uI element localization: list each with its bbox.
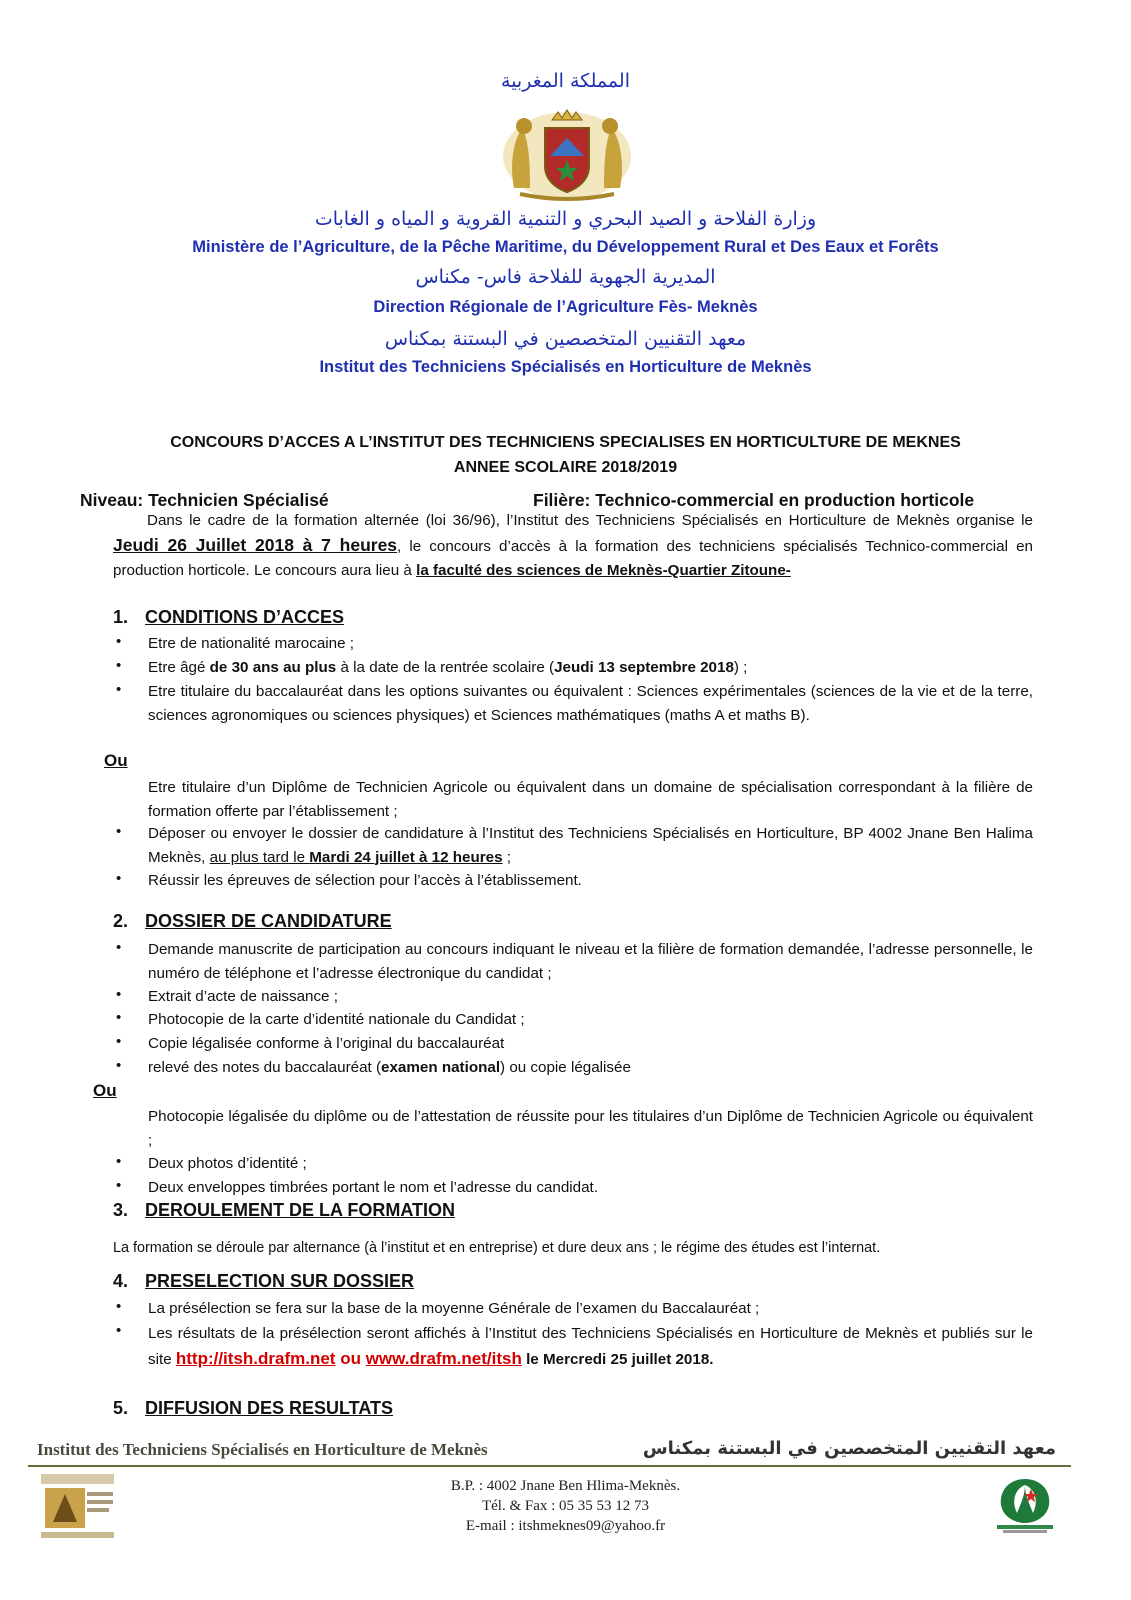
dossier-item: Copie légalisée conforme à l’original du baccalauréat [148,1035,505,1052]
plan-maroc-vert-logo-icon [985,1473,1065,1535]
concours-title: CONCOURS D’ACCES A L’INSTITUT DES TECHNICIENS SPECIALISES EN HORTICULTURE DE MEKNES [170,434,961,451]
dossier-item: Photocopie de la carte d’identité nationale du Candidat ; [148,1011,525,1028]
section-4-heading: 4. PRESELECTION SUR DOSSIER [113,1271,415,1291]
section-3-heading: 3. DEROULEMENT DE LA FORMATION [113,1200,455,1220]
bullet: • [116,1153,122,1170]
bullet: • [116,1009,122,1026]
condition-item: Réussir les épreuves de sélection pour l’accès à l’établissement. [148,872,582,889]
dossier-item: Demande manuscrite de participation au concours indiquant le niveau et la filière de formation demandée, l’adresse personnelle, le numéro de téléphone et l’adresse électronique du candidat ; [148,941,1033,982]
footer-phone: Tél. & Fax : 05 35 53 12 73 [481,1498,650,1514]
intro-text-2: , le concours d’accès à la formation des techniciens spécialisés Technico-commercial en production horticole. Le concours aura lieu à [113,538,1033,579]
dossier-item: Extrait d’acte de naissance ; [148,988,338,1005]
footer-email: E-mail : itshmeknes09@yahoo.fr [465,1518,666,1534]
drafm-site-link[interactable]: www.drafm.net/itsh [365,1349,522,1368]
bullet: • [116,1298,122,1315]
dossier-item: Deux enveloppes timbrées portant le nom et l’adresse du candidat. [148,1179,598,1196]
formation-text: La formation se déroule par alternance (à l’institut et en entreprise) et dure deux ans ; le régime des études est l’internat. [113,1240,881,1256]
bullet: • [116,986,122,1003]
or-label: Ou [104,751,128,770]
preselection-item: Les résultats de la présélection seront affichés à l’Institut des Techniciens Spécialisés en Horticulture de Meknès et publiés sur le site http://itsh.drafm.net ou www.drafm.net/itsh le Mercredi 25 juillet 2018. [148,1325,1033,1368]
dossier-item: Photocopie légalisée du diplôme ou de l’attestation de réussite pour les titulaires d’un Diplôme de Technicien Agricole ou équivalent ; [148,1108,1033,1149]
filiere-label: Filière: Technico-commercial en production horticole [533,490,975,510]
bullet: • [116,681,122,698]
ministry-fr: Ministère de l’Agriculture, de la Pêche Maritime, du Développement Rural et Des Eaux et Forêts [192,238,939,256]
condition-item: Etre titulaire du baccalauréat dans les options suivantes ou équivalent : Sciences expérimentales (sciences de la vie et de la terre, sciences agronomiques ou sciences physiques) et Sciences mathématiques (maths A et maths B). [148,683,1033,724]
section-5-heading: 5. DIFFUSION DES RESULTATS [113,1398,394,1418]
footer-bp-address: B.P. : 4002 Jnane Ben Hlima-Meknès. [450,1478,681,1494]
school-year: ANNEE SCOLAIRE 2018/2019 [453,459,678,476]
bullet: • [116,1177,122,1194]
direction-fr: Direction Régionale de l’Agriculture Fès- Meknès [373,298,758,316]
bullet: • [116,823,122,840]
section-2-heading: 2. DOSSIER DE CANDIDATURE [113,911,392,931]
footer-institute-ar: معهد التقنيين المتخصصين في البستنة بمكناس [642,1438,1056,1459]
or-label: Ou [93,1081,117,1100]
niveau-label: Niveau: Technicien Spécialisé [80,490,329,510]
ministry-ar: وزارة الفلاحة و الصيد البحري و التنمية القروية و المياه و الغابات [314,208,817,230]
condition-item: Etre âgé de 30 ans au plus à la date de la rentrée scolaire (Jeudi 13 septembre 2018) ; [148,659,748,676]
direction-ar: المديرية الجهوية للفلاحة فاس- مكناس [415,266,716,288]
kingdom-title-ar: المملكة المغربية [501,70,630,92]
footer-institute-fr: Institut des Techniciens Spécialisés en Horticulture de Meknès [37,1440,488,1459]
bullet: • [116,657,122,674]
condition-item: Etre de nationalité marocaine ; [148,635,354,652]
section-1-heading: 1. CONDITIONS D’ACCES [113,607,345,627]
institute-fr: Institut des Techniciens Spécialisés en Horticulture de Meknès [319,358,812,376]
footer-divider [28,1465,1071,1467]
condition-item: Etre titulaire d’un Diplôme de Technicien Agricole ou équivalent dans un domaine de spécialisation correspondant à la filière de formation offerte par l’établissement ; [148,779,1033,820]
moroccan-coat-of-arms-icon [500,108,634,202]
bullet: • [116,1057,122,1074]
dossier-item: Deux photos d’identité ; [148,1155,307,1172]
preselection-item: La présélection se fera sur la base de la moyenne Générale de l’examen du Baccalauréat ; [148,1300,760,1317]
concours-place: la faculté des sciences de Meknès-Quartier Zitoune- [416,562,791,579]
bullet: • [116,1033,122,1050]
concours-date: Jeudi 26 Juillet 2018 à 7 heures [113,535,398,555]
bullet: • [116,633,122,650]
intro-paragraph [113,509,1033,583]
bullet: • [116,1322,122,1339]
condition-item: Déposer ou envoyer le dossier de candidature à l’Institut des Techniciens Spécialisés en Horticulture, BP 4002 Jnane Ben Halima Meknès, au plus tard le Mardi 24 juillet à 12 heures ; [148,825,1033,866]
bullet: • [116,939,122,956]
intro-text-1: Dans le cadre de la formation alternée (loi 36/96), l’Institut des Techniciens Spécialisés en Horticulture de Meknès organise le [147,512,1033,529]
bullet: • [116,870,122,887]
institute-ar: معهد التقنيين المتخصصين في البستنة بمكناس [384,328,747,350]
dossier-item: relevé des notes du baccalauréat (examen national) ou copie légalisée [148,1059,631,1076]
itsh-site-link[interactable]: http://itsh.drafm.net [175,1349,336,1368]
